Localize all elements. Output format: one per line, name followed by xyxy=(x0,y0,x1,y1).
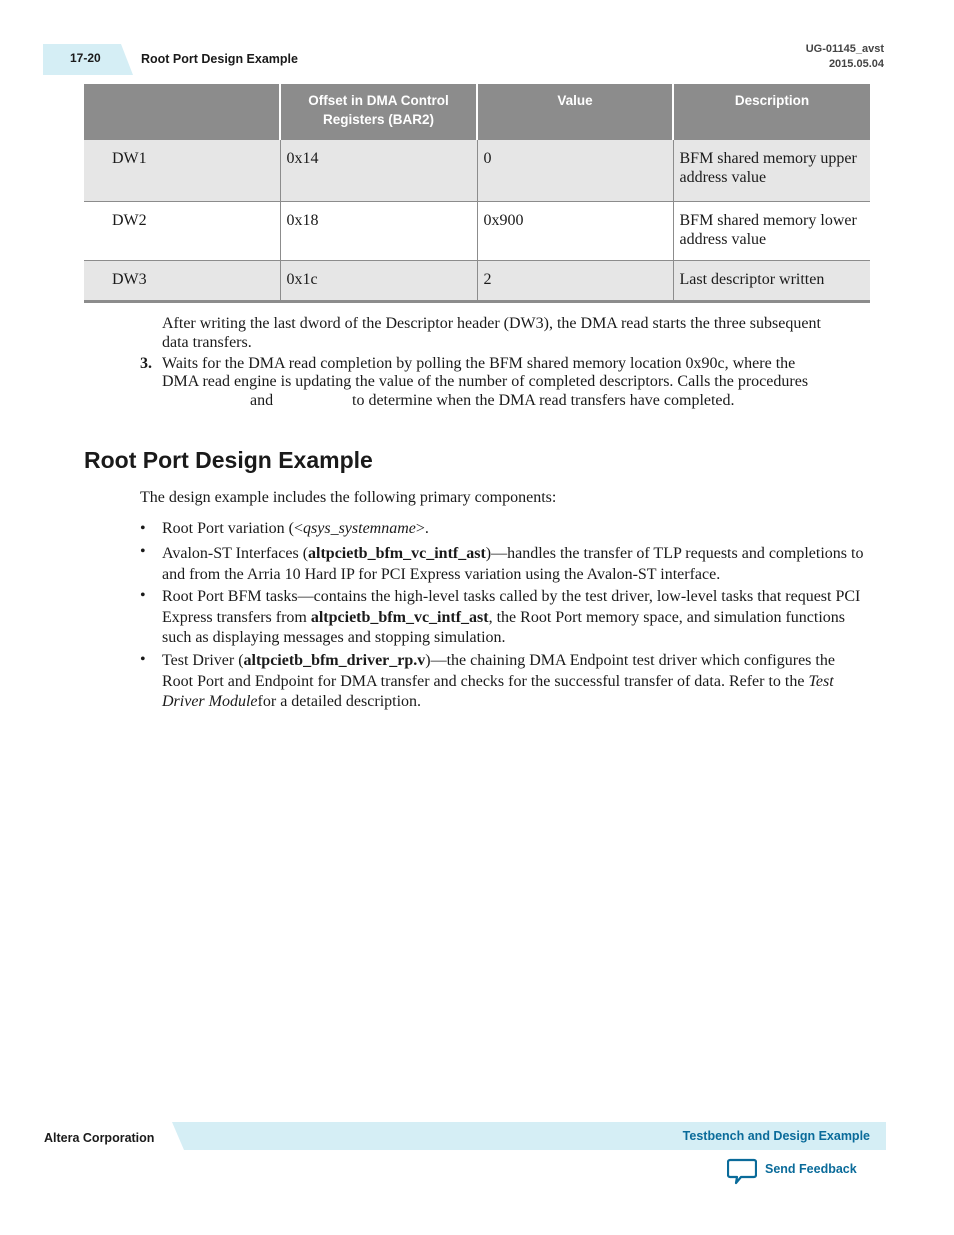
after-table-paragraph: After writing the last dword of the Descriptor header (DW3), the DMA read starts the three subsequent data transfers. xyxy=(162,315,821,351)
table-cell: BFM shared memory upper address value xyxy=(673,140,870,201)
step-number: 3. xyxy=(140,355,152,372)
table-cell: BFM shared memory lower address value xyxy=(673,201,870,260)
table-header-cell: Offset in DMA Control Registers (BAR2) xyxy=(280,84,477,140)
table-cell: 0x18 xyxy=(280,201,477,260)
table-cell: 0 xyxy=(477,140,673,201)
descriptor-table xyxy=(84,84,870,303)
bullet-marker: • xyxy=(140,520,146,537)
list-item-text: Root Port variation (< xyxy=(162,520,304,537)
table-header-cell: Description xyxy=(673,84,870,140)
list-item-text: , the Root Port memory space, and simulation functions such as displaying messages and stopping simulation. xyxy=(162,608,845,646)
list-item xyxy=(162,520,877,539)
document-date: 2015.05.04 xyxy=(828,58,884,70)
list-item xyxy=(162,587,862,649)
list-item-text: Test Driver ( xyxy=(162,652,244,669)
list-item-text: Root Port BFM tasks—contains the high-level tasks called by the test driver, low‑level tasks that request PCI Express transfers from xyxy=(162,588,861,626)
test-driver-module-link[interactable]: Test Driver Module xyxy=(162,672,834,710)
list-item-bold: altpcietb_bfm_vc_intf_ast xyxy=(308,545,486,562)
list-item xyxy=(162,543,877,585)
list-item-bold: altpcietb_bfm_driver_rp.v xyxy=(243,652,426,669)
running-header-title: Root Port Design Example xyxy=(141,52,298,66)
table-cell: 2 xyxy=(477,260,673,301)
section-heading: Root Port Design Example xyxy=(84,447,373,473)
chapter-link[interactable]: Testbench and Design Example xyxy=(682,1129,870,1143)
list-item-bold: altpcietb_bfm_vc_intf_ast xyxy=(310,608,489,626)
step3-line-fragment: to determine when the DMA read transfers have completed. xyxy=(352,392,735,409)
table-cell: DW2 xyxy=(84,201,280,260)
step3-line: DMA read engine is updating the value of the number of completed descriptors. Calls the procedures xyxy=(162,373,809,390)
bullet-marker: • xyxy=(140,587,146,604)
step3-line: Waits for the DMA read completion by polling the BFM shared memory location 0x90c, where the xyxy=(162,355,796,372)
speech-bubble-icon[interactable] xyxy=(727,1158,757,1186)
list-item-text: for a detailed description. xyxy=(257,693,422,710)
page-number: 17-20 xyxy=(70,51,101,65)
table-cell: 0x14 xyxy=(280,140,477,201)
list-item-text: )—the chaining DMA Endpoint test driver which configures the Root Port and Endpoint for DMA transfer and checks for the successful transfer of data. Refer to the xyxy=(162,652,835,690)
step3-line-fragment: and xyxy=(250,392,274,409)
table-header-cell: Value xyxy=(477,84,673,140)
footer-company: Altera Corporation xyxy=(44,1131,155,1145)
document-id: UG-01145_avst xyxy=(805,43,884,55)
list-item-italic: qsys_systemname xyxy=(303,520,416,537)
table-header-cell xyxy=(84,84,280,140)
list-item-text: )—handles the transfer of TLP requests and completions to and from the Arria 10 Hard IP for PCI Express variation using the Avalon‑ST interface. xyxy=(162,545,864,583)
list-item-text: Avalon-ST Interfaces ( xyxy=(162,545,309,562)
table-cell: 0x1c xyxy=(280,260,477,301)
table-header-row xyxy=(84,84,870,140)
intro-paragraph: The design example includes the following primary components: xyxy=(140,489,557,506)
table-cell: DW3 xyxy=(84,260,280,301)
list-item-text: >. xyxy=(415,520,429,537)
bullet-marker: • xyxy=(140,651,146,668)
list-item xyxy=(162,651,867,713)
table-row xyxy=(84,201,870,260)
table-cell: 0x900 xyxy=(477,201,673,260)
table-row xyxy=(84,260,870,301)
table-cell: DW1 xyxy=(84,140,280,201)
send-feedback-link[interactable]: Send Feedback xyxy=(765,1162,857,1176)
table-row xyxy=(84,140,870,201)
table-cell: Last descriptor written xyxy=(673,260,870,301)
bullet-marker: • xyxy=(140,543,146,560)
